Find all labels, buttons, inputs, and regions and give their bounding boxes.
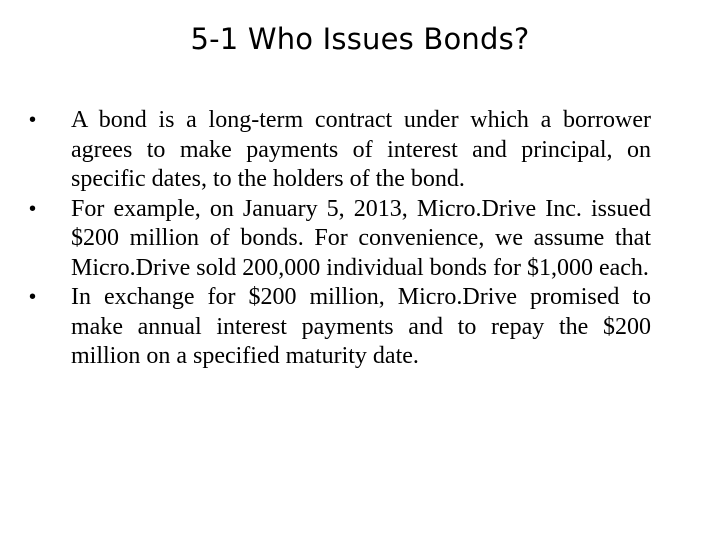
bullet-text: In exchange for $200 million, Micro.Drive promised to make annual interest payments and to repay the $200 million on a specified maturity date. xyxy=(71,284,651,369)
slide-title: 5-1 Who Issues Bonds? xyxy=(190,22,530,56)
bullet-item xyxy=(29,195,651,284)
bullet-text: For example, on January 5, 2013, Micro.Drive Inc. issued $200 million of bonds. For convenience, we assume that Micro.Drive sold 200,000 individual bonds for $1,000 each. xyxy=(71,195,651,281)
bullet-marker: • xyxy=(29,286,37,308)
bullet-list xyxy=(0,106,720,372)
bullet-marker: • xyxy=(29,197,37,220)
bullet-item xyxy=(29,283,651,372)
bullet-marker: • xyxy=(29,109,37,131)
bullet-item xyxy=(29,106,651,195)
bullet-text: A bond is a long-term contract under which a borrower agrees to make payments of interest and principal, on specific dates, to the holders of the bond. xyxy=(71,107,651,192)
